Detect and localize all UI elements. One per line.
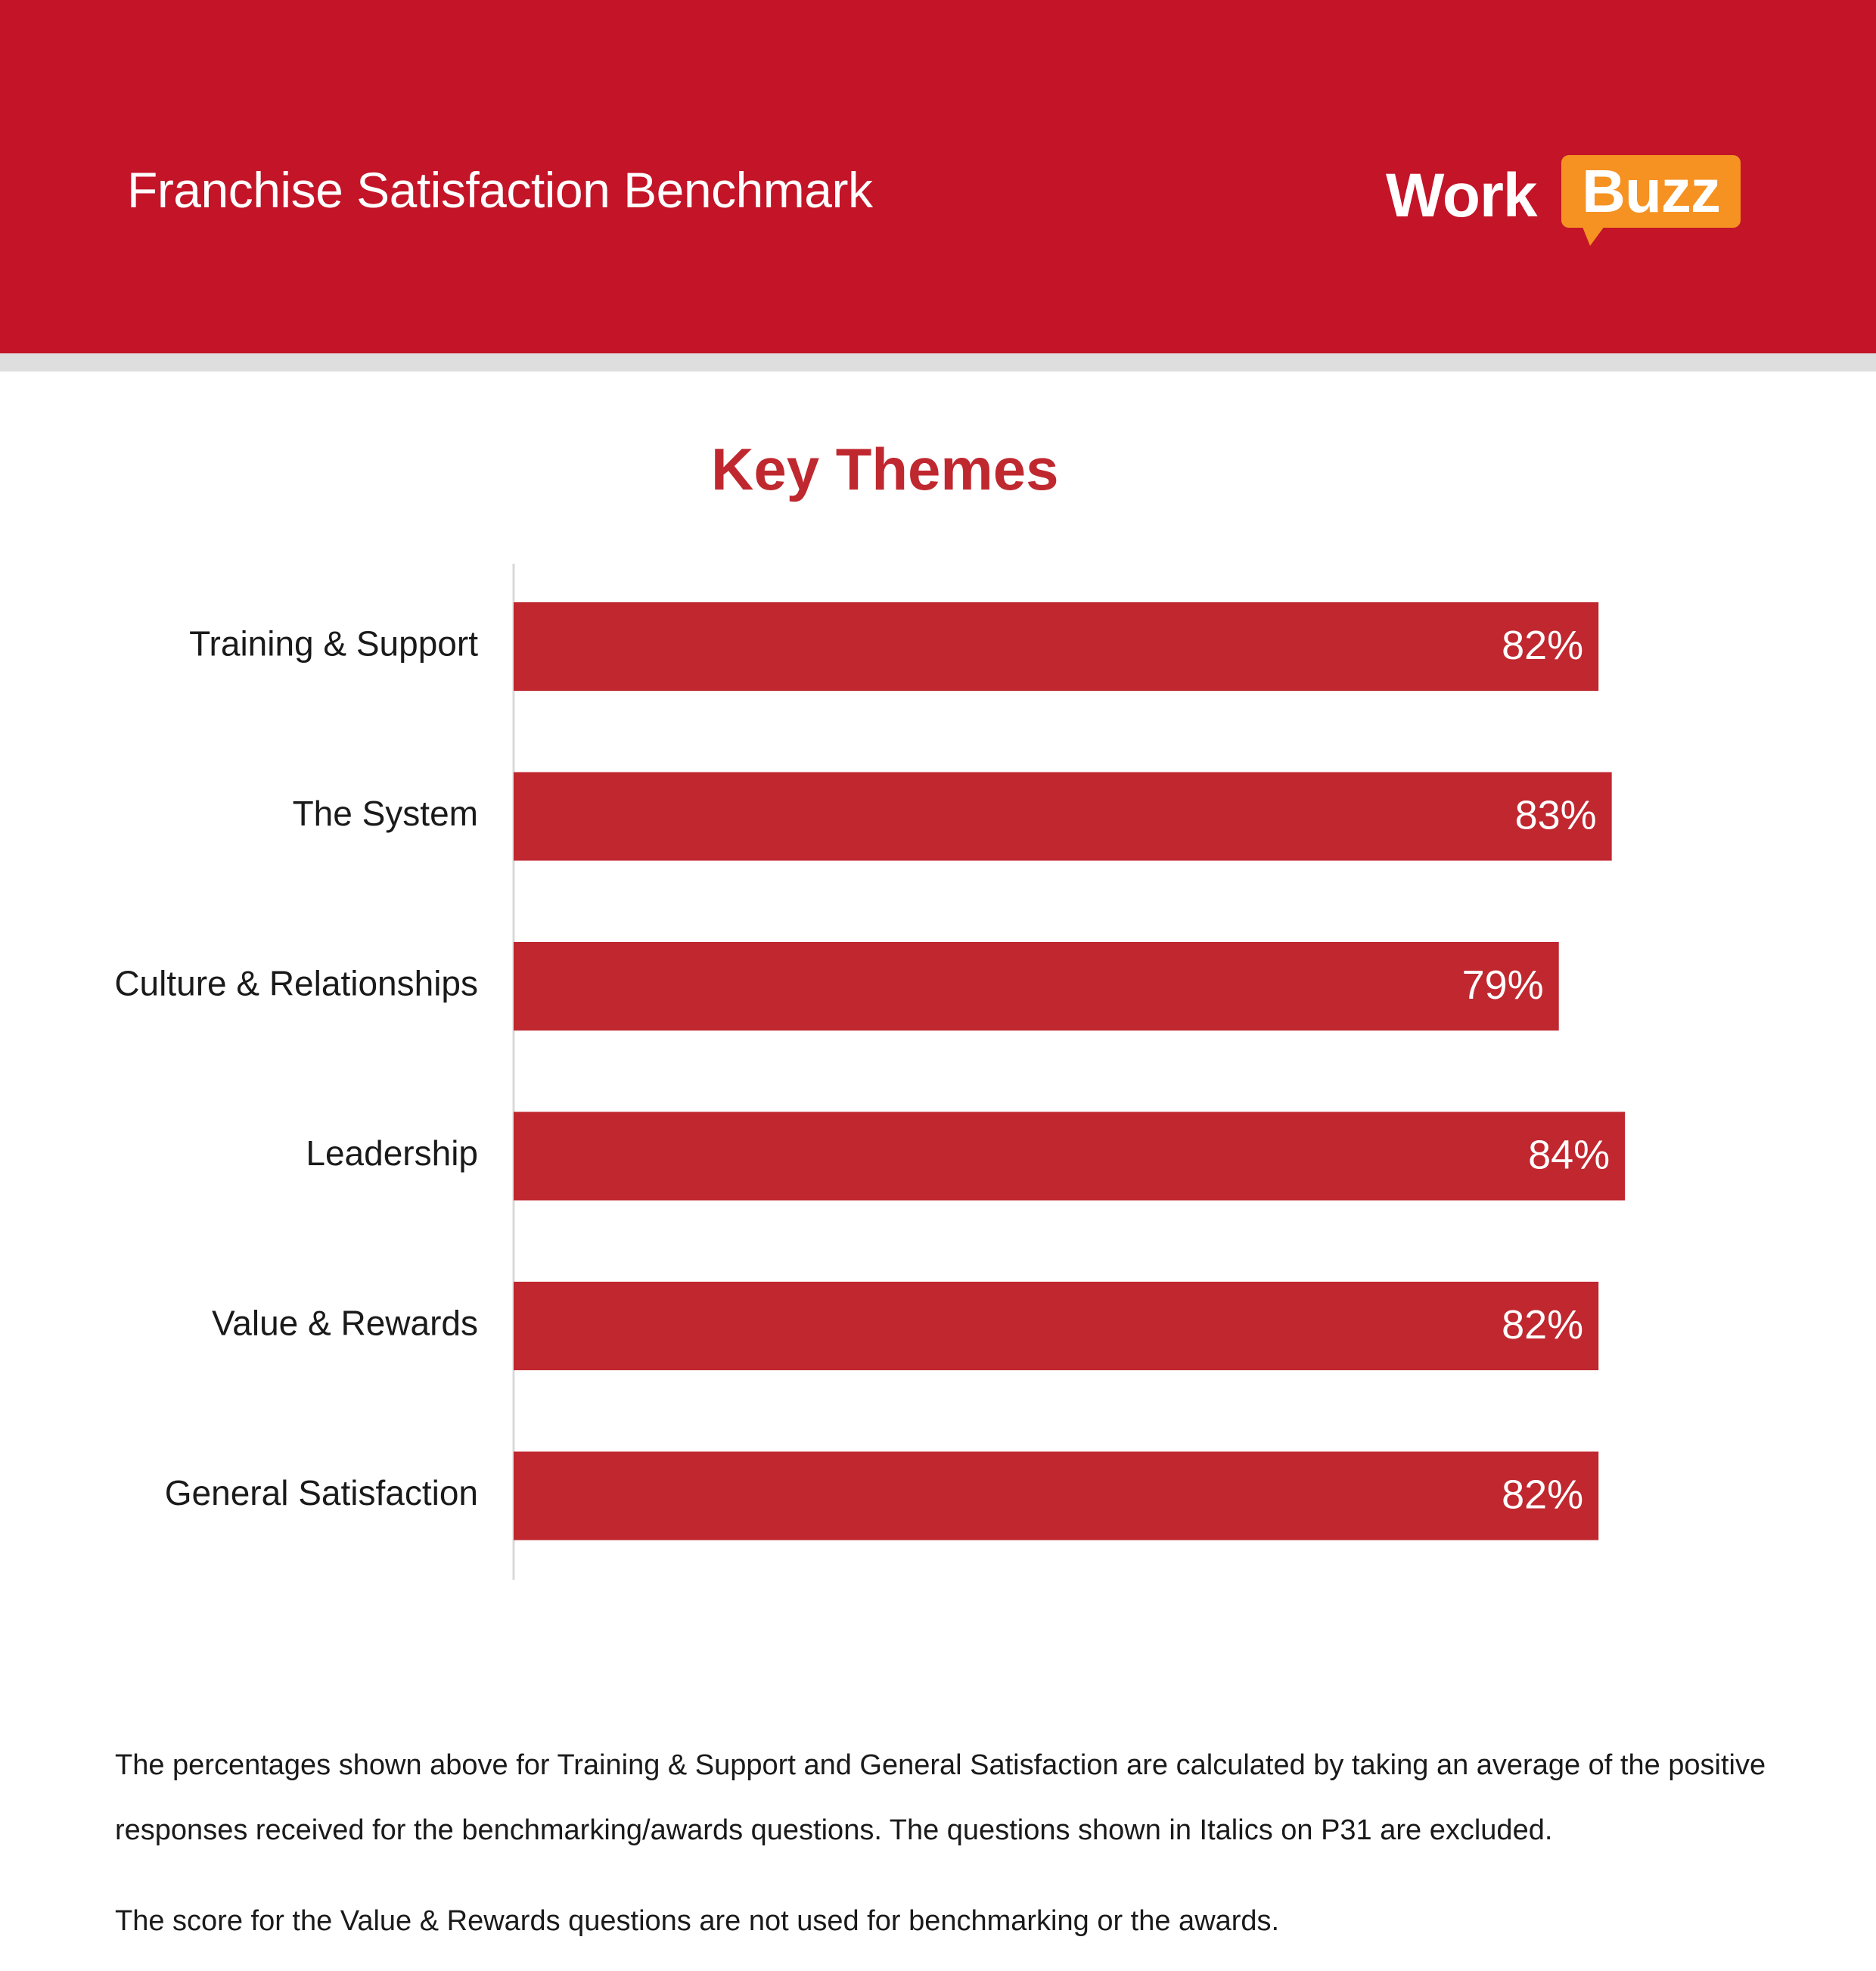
- data-label: 83%: [1514, 792, 1597, 838]
- bar: [514, 942, 1559, 1031]
- category-label: Training & Support: [189, 623, 478, 664]
- key-themes-chart: [0, 552, 1876, 1596]
- workbuzz-logo: [1386, 155, 1741, 243]
- category-label: Leadership: [306, 1133, 478, 1174]
- logo-speech-bubble: [1561, 155, 1741, 228]
- report-title: Franchise Satisfaction Benchmark: [127, 162, 873, 218]
- footnote-averaging: The percentages shown above for Training & Support and General Satisfaction are calculated by taking an average of the positive responses received for the benchmarking/awards questions. The questions shown in Italics on P31 are excluded.: [115, 1749, 1766, 1846]
- category-label: Value & Rewards: [212, 1303, 478, 1343]
- data-label: 79%: [1461, 962, 1544, 1008]
- data-label: 82%: [1502, 1301, 1584, 1348]
- header-banner: [0, 0, 1876, 353]
- bar: [514, 1282, 1598, 1370]
- category-label: Culture & Relationships: [114, 963, 478, 1003]
- data-label: 82%: [1502, 622, 1584, 668]
- bar: [514, 602, 1598, 691]
- logo-word-buzz: Buzz: [1582, 157, 1720, 225]
- footnote-value-rewards: The score for the Value & Rewards questions are not used for benchmarking or the awards.: [115, 1905, 1280, 1937]
- header-divider: [0, 353, 1876, 372]
- bar: [514, 773, 1612, 861]
- bar: [514, 1112, 1625, 1201]
- category-label: General Satisfaction: [164, 1473, 478, 1513]
- logo-bubble-tail: [1581, 223, 1607, 246]
- bar-chart-svg: [0, 552, 1876, 1596]
- data-label: 84%: [1528, 1132, 1610, 1178]
- footnotes: [115, 1733, 1779, 1954]
- logo-word-work: Work: [1386, 161, 1537, 230]
- data-label: 82%: [1502, 1472, 1584, 1518]
- chart-title: Key Themes: [711, 436, 1059, 502]
- bar: [514, 1452, 1598, 1540]
- category-label: The System: [292, 794, 478, 834]
